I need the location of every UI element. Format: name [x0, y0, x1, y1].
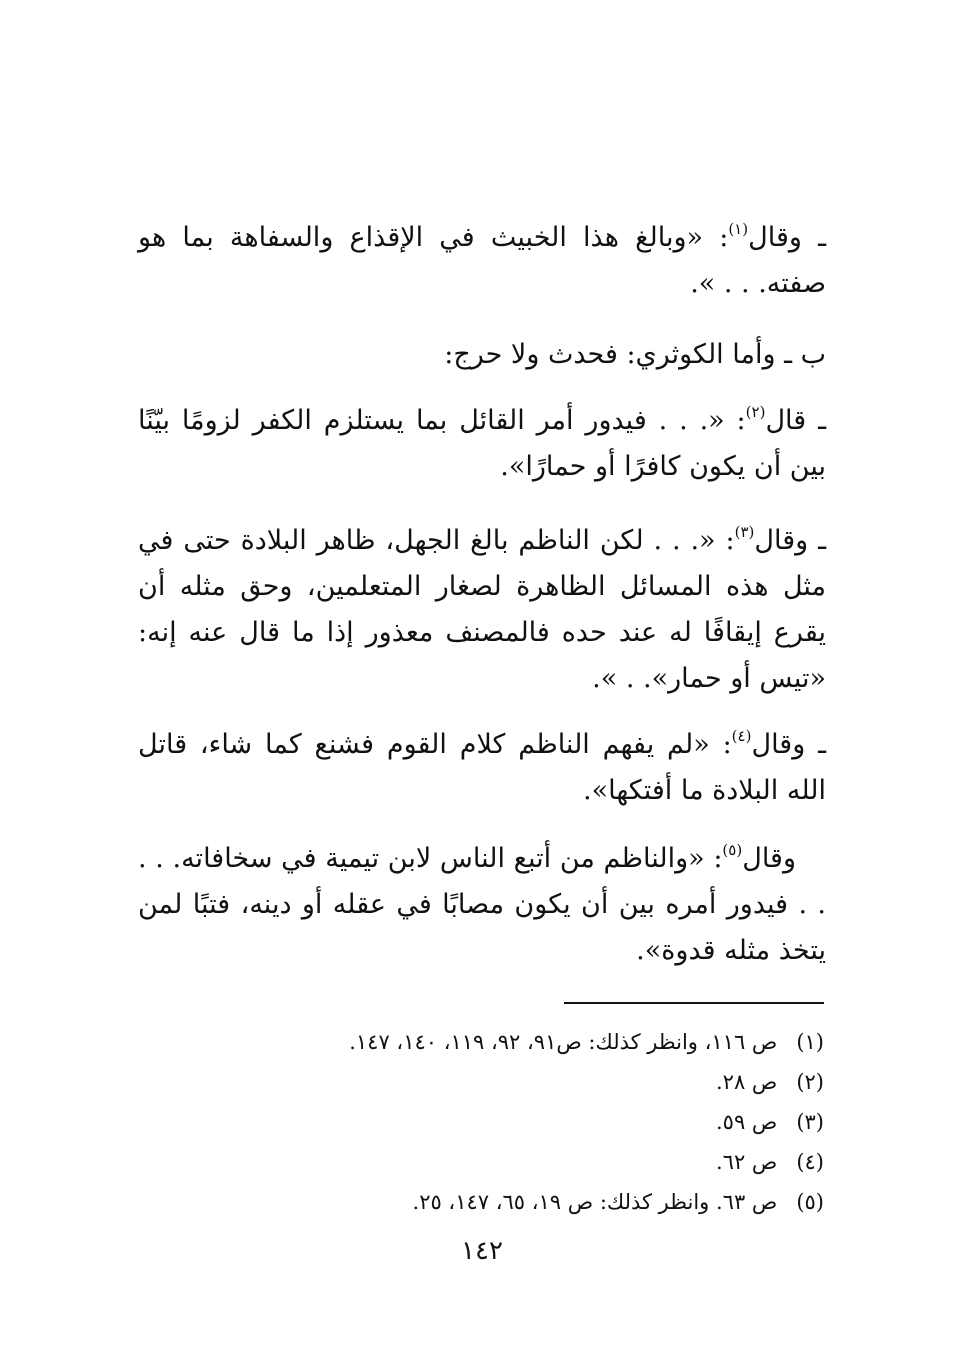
- footnote-item: [138, 1022, 824, 1062]
- quote-prefix: ـ وقال: [754, 525, 826, 556]
- quote-paragraph-3: [138, 518, 826, 702]
- quote-prefix: ـ قال: [765, 405, 826, 436]
- footnote-ref: (١): [728, 220, 749, 238]
- quote-text: : «. . . لكن الناظم بالغ الجهل، ظاهر البلادة حتى في مثل هذه المسائل الظاهرة لصغار المتعلمين، وحق مثله أن يقرع إيقافًا له عند حده فالمصنف معذور إذا ما قال عنه إنه: «تيس أو حمار». . ».: [138, 525, 826, 694]
- footnote-item: [138, 1182, 824, 1222]
- footnote-number: (٣): [796, 1110, 824, 1134]
- footnote-number: (٤): [796, 1150, 824, 1174]
- quote-prefix: وقال: [742, 843, 796, 874]
- footnote-item: [138, 1062, 824, 1102]
- quote-paragraph-4: [138, 722, 826, 814]
- footnote-separator: [564, 1002, 824, 1004]
- footnote-item: [138, 1102, 824, 1142]
- quote-text: : «. . . فيدور أمر القائل بما يستلزم الكفر لزومًا بيّنًا بين أن يكون كافرًا أو حمارًا».: [138, 405, 826, 482]
- quote-paragraph-1: [138, 215, 826, 307]
- quote-text: : «والناظم من أتبع الناس لابن تيمية في سخافاته. . . . . فيدور أمره بين أن يكون مصابًا في عقله أو دينه، فتبًا لمن يتخذ مثله قدوة».: [138, 843, 826, 966]
- footnote-item: [138, 1142, 824, 1182]
- footnote-ref: (٣): [734, 523, 755, 541]
- footnote-number: (٥): [796, 1190, 824, 1214]
- quote-text: : «وبالغ هذا الخبيث في الإقذاع والسفاهة بما هو صفته. . . ».: [138, 222, 826, 299]
- section-heading: ب ـ وأما الكوثري: فحدث ولا حرج:: [444, 339, 826, 370]
- footnote-ref: (٤): [731, 727, 752, 745]
- quote-paragraph-5: [138, 836, 826, 974]
- page-number: ١٤٢: [461, 1236, 503, 1266]
- footnote-text: ص ٦٢.: [715, 1150, 778, 1174]
- footnote-text: ص ٥٩.: [715, 1110, 778, 1134]
- footnote-text: ص ٦٣. وانظر كذلك: ص ١٩، ٦٥، ١٤٧، ٢٥.: [412, 1190, 778, 1214]
- footnote-number: (١): [796, 1030, 824, 1054]
- quote-text: : «لم يفهم الناظم كلام القوم فشنع كما شاء، قاتل الله البلادة ما أفتكها».: [138, 729, 826, 806]
- footnote-text: ص ٢٨.: [715, 1070, 778, 1094]
- quote-prefix: ـ وقال: [751, 729, 826, 760]
- footnote-number: (٢): [796, 1070, 824, 1094]
- footnotes: [138, 1022, 824, 1222]
- quote-prefix: ـ وقال: [748, 222, 826, 253]
- footnote-text: ص ١١٦، وانظر كذلك: ص٩١، ٩٢، ١١٩، ١٤٠، ١٤٧.: [349, 1030, 778, 1054]
- footnote-ref: (٥): [722, 841, 743, 859]
- footnote-ref: (٢): [745, 403, 766, 421]
- quote-paragraph-2: [138, 398, 826, 490]
